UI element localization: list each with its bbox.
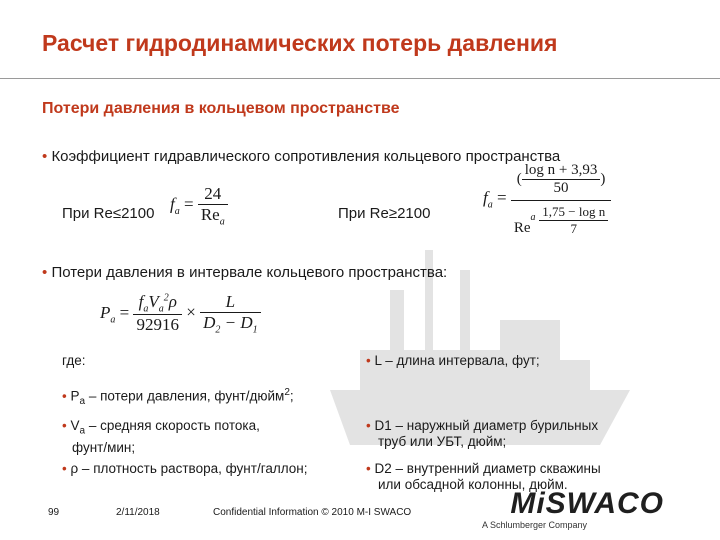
- pa-letter: P: [70, 388, 80, 404]
- bullet-marker: •: [62, 461, 67, 476]
- exponent-denominator: 7: [570, 221, 577, 236]
- v-square: 2: [163, 292, 169, 304]
- miswaco-logo: MiSWACO: [510, 487, 664, 520]
- turbulent-exponent: [539, 204, 608, 237]
- pressure-loss-formula: [100, 292, 261, 335]
- footer-confidential: Confidential Information © 2010 M-I SWACO: [213, 507, 412, 518]
- page-number: 99: [48, 507, 60, 518]
- def-Pa-text: – потери давления, фунт/дюйм: [85, 388, 285, 404]
- def-L: [366, 353, 540, 369]
- def-D1: [366, 418, 598, 450]
- rho-symbol: ρ: [168, 292, 177, 311]
- pressure-fraction-2: [200, 292, 261, 335]
- section-subtitle: Потери давления в кольцевом пространстве: [42, 100, 400, 117]
- def-Pa: [62, 385, 294, 410]
- bullet-marker: •: [366, 353, 371, 368]
- l-symbol: L: [200, 292, 261, 313]
- turbulent-formula: [483, 162, 611, 237]
- equals-sign: =: [496, 188, 507, 208]
- f-symbol: f: [138, 292, 144, 311]
- va-letter: V: [70, 418, 80, 433]
- d1-subscript: 1: [252, 324, 258, 336]
- def-Va-text-2: фунт/мин;: [72, 439, 136, 455]
- bullet-marker: •: [366, 461, 371, 476]
- turbulent-inner-num: [522, 162, 601, 197]
- bullet-pressure-loss: [42, 264, 447, 281]
- fa-subscript: a: [487, 199, 493, 211]
- def-D2-text-2: или обсадной колонны, дюйм.: [378, 477, 568, 492]
- equals-sign: =: [183, 194, 194, 214]
- bullet-marker: •: [42, 264, 48, 281]
- pa-subscript: a: [110, 313, 116, 325]
- fifty-denominator: 50: [553, 180, 569, 196]
- pressure-fraction-1: [133, 292, 182, 335]
- turbulent-condition: При Re≥2100: [338, 205, 431, 222]
- bullet-marker: •: [42, 148, 48, 165]
- fa-symbol: f: [170, 194, 175, 214]
- v-symbol: V: [148, 292, 159, 311]
- bullet-marker: •: [62, 418, 67, 433]
- pressure-denominator-1: 92916: [136, 315, 179, 335]
- re-symbol: Re: [513, 220, 531, 236]
- v-subscript: a: [158, 303, 164, 315]
- exponent-fraction: [539, 204, 608, 237]
- laminar-formula: [170, 184, 228, 227]
- pressure-numerator-1: [133, 292, 182, 315]
- d2-subscript: 2: [215, 324, 221, 336]
- def-rho-text: ρ – плотность раствора, фунт/галлон;: [70, 461, 308, 476]
- bullet-marker: •: [62, 388, 67, 404]
- schlumberger-tagline: A Schlumberger Company: [482, 520, 588, 530]
- fa-subscript: a: [174, 206, 180, 217]
- equals-sign: =: [119, 302, 130, 322]
- footer-date: 2/11/2018: [116, 507, 160, 518]
- bullet-friction-factor-text: Коэффициент гидравлического сопротивления кольцевого пространства: [51, 148, 561, 165]
- def-D2-text-1: D2 – внутренний диаметр скважины: [374, 461, 601, 476]
- laminar-condition: При Re≤2100: [62, 205, 155, 222]
- title-divider: [0, 78, 720, 79]
- log-n-term: log n + 3,93: [522, 162, 601, 180]
- d1-symbol: − D: [220, 313, 253, 332]
- va-sub: a: [79, 425, 86, 437]
- def-rho: [62, 461, 307, 477]
- pa-sup: 2: [284, 387, 290, 398]
- def-D1-text-2: труб или УБТ, дюйм;: [378, 434, 507, 449]
- bullet-marker: •: [366, 418, 371, 433]
- pa-symbol: P: [100, 302, 111, 322]
- turbulent-numerator: ( $\frac{\text{log n + 3,93}}{50}$ ): [511, 162, 611, 201]
- page-title: Расчет гидродинамических потерь давления: [42, 30, 558, 56]
- def-Va: [62, 418, 260, 456]
- def-D1-text-1: D1 – наружный диаметр бурильных: [374, 418, 599, 433]
- laminar-fraction: [198, 184, 228, 227]
- re-subscript: a: [530, 212, 536, 223]
- fa-symbol: f: [483, 188, 488, 208]
- where-label: где:: [62, 353, 86, 368]
- turbulent-fraction: [511, 162, 611, 237]
- f-subscript: a: [143, 303, 149, 315]
- def-L-text: L – длина интервала, фут;: [374, 353, 540, 368]
- def-Va-text-1: – средняя скорость потока,: [85, 418, 260, 433]
- d2-symbol: D: [203, 313, 216, 332]
- laminar-numerator: 24: [198, 184, 228, 205]
- pa-sub: a: [79, 396, 86, 408]
- re-subscript: a: [219, 216, 225, 228]
- exponent-numerator: 1,75 − log n: [539, 204, 608, 221]
- re-symbol: Re: [200, 205, 220, 224]
- bullet-pressure-loss-text: Потери давления в интервале кольцевого пространства:: [51, 264, 448, 281]
- times-sign: ×: [186, 302, 196, 322]
- laminar-denominator: [198, 205, 228, 227]
- turbulent-denominator: [511, 201, 611, 237]
- pressure-denominator-2: [200, 313, 261, 335]
- def-Pa-end: ;: [289, 388, 294, 404]
